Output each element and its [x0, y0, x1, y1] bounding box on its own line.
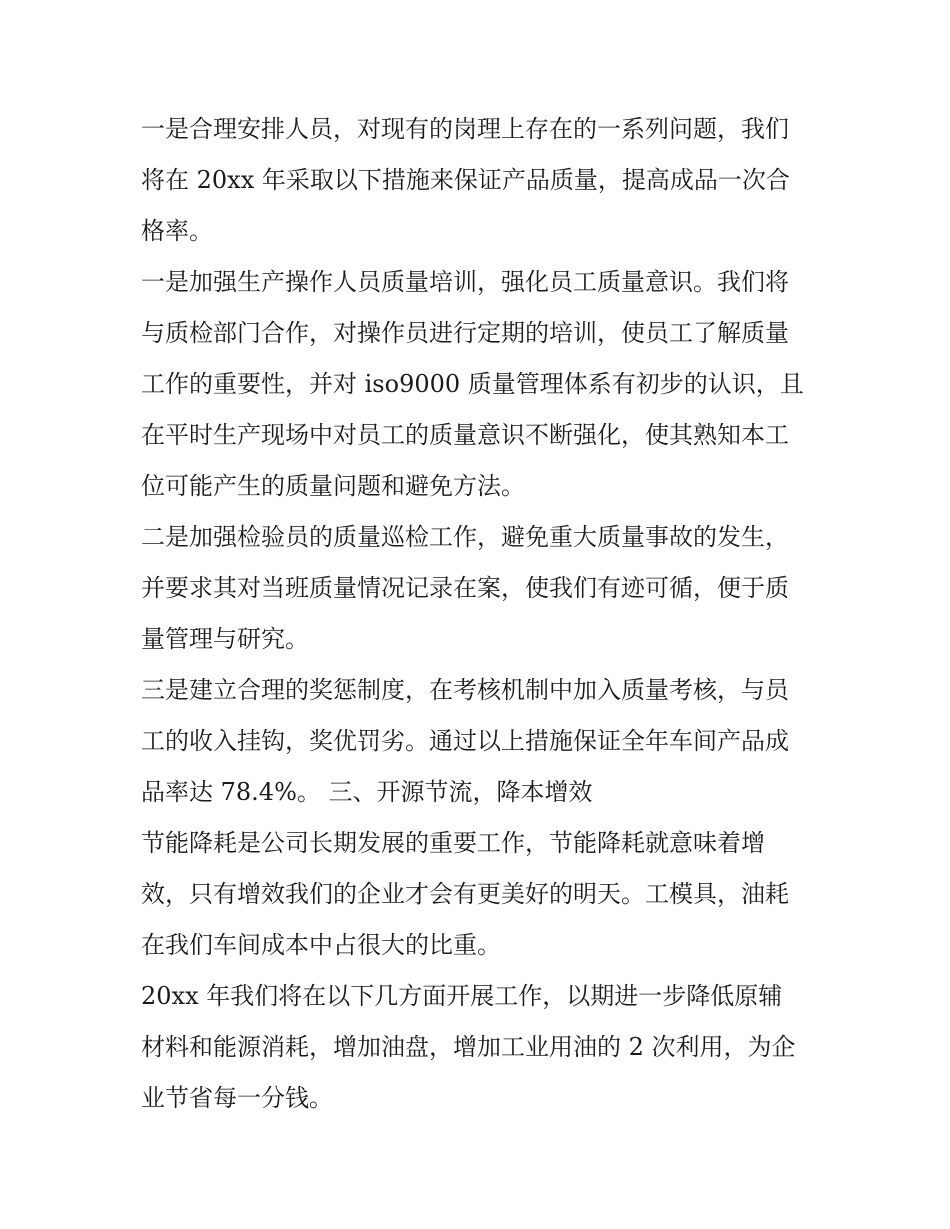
text-line: 业节省每一分钱。: [141, 1084, 333, 1112]
text-line: 工的收入挂钩，奖优罚劣。通过以上措施保证全年车间产品成: [141, 727, 789, 755]
text-line: 并要求其对当班质量情况记录在案，使我们有迹可循，便于质: [141, 574, 789, 602]
text-line: 二是加强检验员的质量巡检工作，避免重大质量事故的发生，: [141, 523, 789, 551]
text-line: 品率达 78.4%。 三、开源节流，降本增效: [141, 778, 593, 806]
text-line: 一是加强生产操作人员质量培训，强化员工质量意识。我们将: [141, 268, 789, 296]
text-line: 在平时生产现场中对员工的质量意识不断强化，使其熟知本工: [141, 421, 789, 449]
text-line: 工作的重要性，并对 iso9000 质量管理体系有初步的认识，且: [141, 370, 804, 398]
text-line: 将在 20xx 年采取以下措施来保证产品质量，提高成品一次合: [141, 166, 790, 194]
text-line: 一是合理安排人员，对现有的岗理上存在的一系列问题，我们: [141, 115, 789, 143]
text-line: 量管理与研究。: [141, 625, 309, 653]
text-line: 与质检部门合作，对操作员进行定期的培训，使员工了解质量: [141, 319, 789, 347]
document-body: [141, 104, 821, 1124]
text-line: 在我们车间成本中占很大的比重。: [141, 931, 501, 959]
text-line: 位可能产生的质量问题和避免方法。: [141, 472, 525, 500]
text-line: 三是建立合理的奖惩制度，在考核机制中加入质量考核，与员: [141, 676, 789, 704]
text-line: 格率。: [141, 217, 213, 245]
text-line: 效，只有增效我们的企业才会有更美好的明天。工模具，油耗: [141, 880, 789, 908]
text-line: 材料和能源消耗，增加油盘，增加工业用油的 2 次利用，为企: [141, 1033, 796, 1061]
text-line: 节能降耗是公司长期发展的重要工作，节能降耗就意味着增: [141, 829, 765, 857]
text-line: 20xx 年我们将在以下几方面开展工作，以期进一步降低原辅: [141, 982, 783, 1010]
